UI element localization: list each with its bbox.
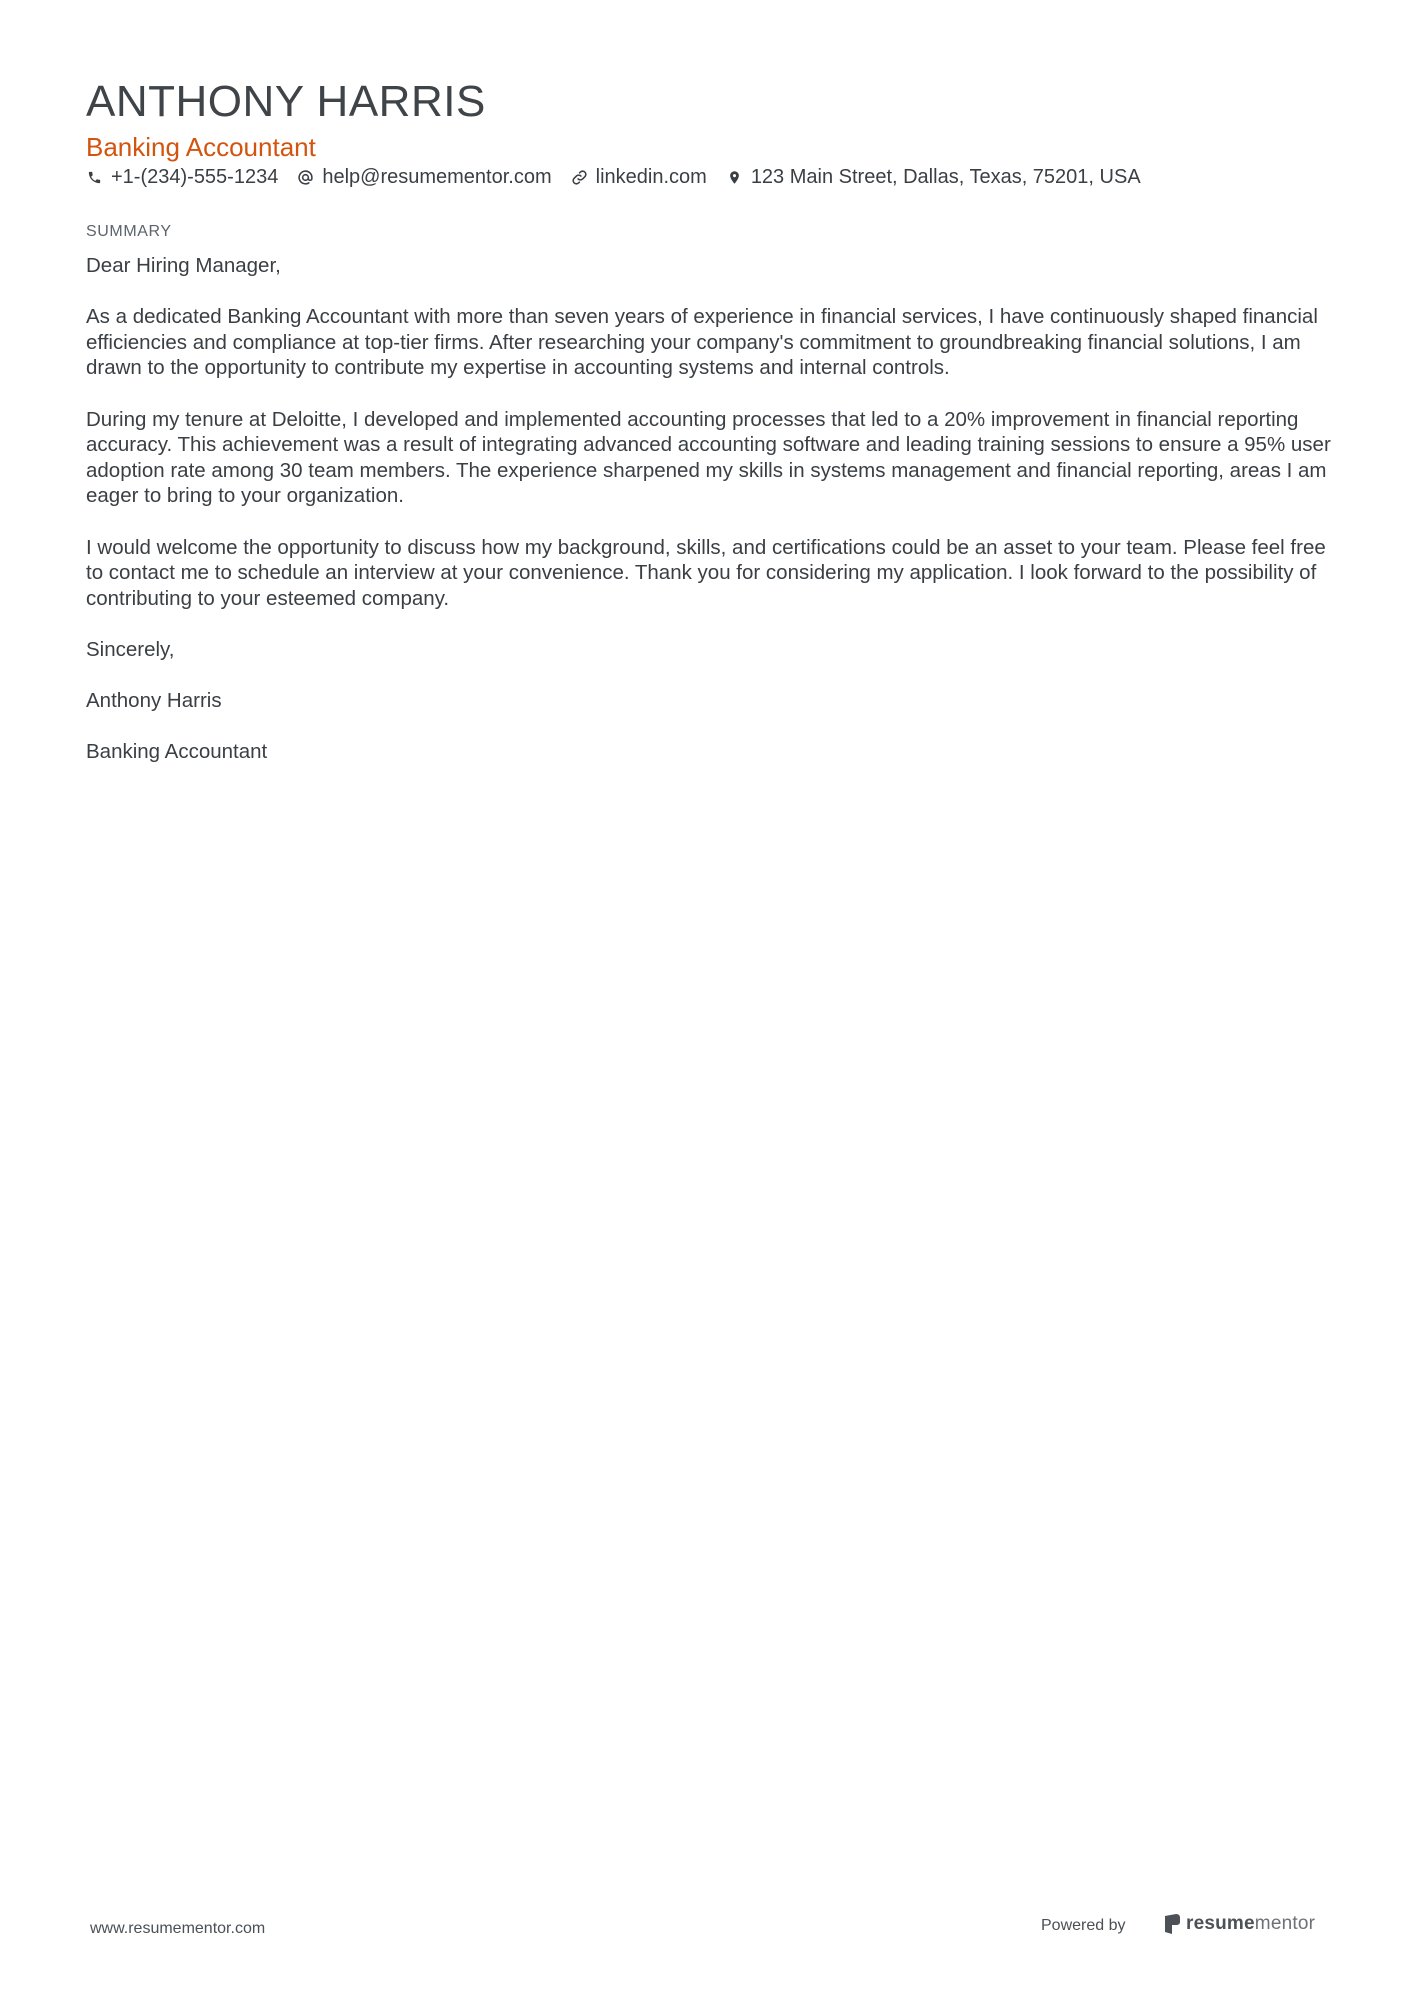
cover-letter-body — [86, 253, 1346, 790]
location-pin-icon — [726, 168, 743, 186]
phone-icon — [86, 168, 103, 186]
brand-logo-text — [1186, 1913, 1315, 1935]
letter-paragraph-1: As a dedicated Banking Accountant with more than seven years of experience in financial services, I have continuously shaped financial efficiencies and compliance at top-tier firms. After researching your company's commitment to groundbreaking financial solutions, I am drawn to the opportunity to contribute my expertise in accounting systems and internal controls. — [86, 305, 1318, 380]
linkedin-text[interactable]: linkedin.com — [595, 165, 707, 188]
email-text[interactable]: help@resumementor.com — [322, 165, 552, 188]
link-icon — [571, 168, 588, 186]
signature-name: Anthony Harris — [86, 689, 222, 713]
letter-closing: Sincerely, — [86, 637, 175, 661]
candidate-name: ANTHONY HARRIS — [86, 77, 486, 126]
contact-phone — [86, 166, 278, 189]
at-icon — [297, 168, 314, 186]
section-heading-summary: SUMMARY — [86, 223, 172, 240]
footer-website[interactable]: www.resumementor.com — [90, 1920, 266, 1937]
signature-title: Banking Accountant — [86, 740, 268, 764]
brand-logo-text-bold: resume — [1186, 1913, 1255, 1934]
letter-paragraph-3: I would welcome the opportunity to discuss how my background, skills, and certifications could be an asset to your team. Please feel free to contact me to schedule an interview at your convenience. Thank you for considering my application. I look forward to the possibility of contributing to your esteemed company. — [86, 535, 1326, 610]
phone-text: +1-(234)-555-1234 — [111, 165, 279, 188]
contact-email — [297, 166, 551, 189]
contact-address — [726, 166, 1141, 189]
contact-linkedin — [571, 166, 707, 189]
brand-logo-text-light: mentor — [1254, 1913, 1316, 1934]
footer-powered-by: Powered by — [1041, 1917, 1126, 1934]
letter-greeting: Dear Hiring Manager, — [86, 254, 281, 277]
brand-logo-icon — [1164, 1913, 1181, 1935]
candidate-title: Banking Accountant — [86, 132, 316, 162]
contact-row — [86, 163, 1160, 191]
brand-logo[interactable] — [1164, 1912, 1315, 1936]
address-text: 123 Main Street, Dallas, Texas, 75201, USA — [750, 165, 1141, 188]
letter-paragraph-2: During my tenure at Deloitte, I developed and implemented accounting processes that led to a 20% improvement in financial reporting accuracy. This achievement was a result of integrating advanced accounting software and leading training sessions to ensure a 95% user adoption rate among 30 team members. The experience sharpened my skills in systems management and financial reporting, areas I am eager to bring to your organization. — [86, 407, 1331, 508]
